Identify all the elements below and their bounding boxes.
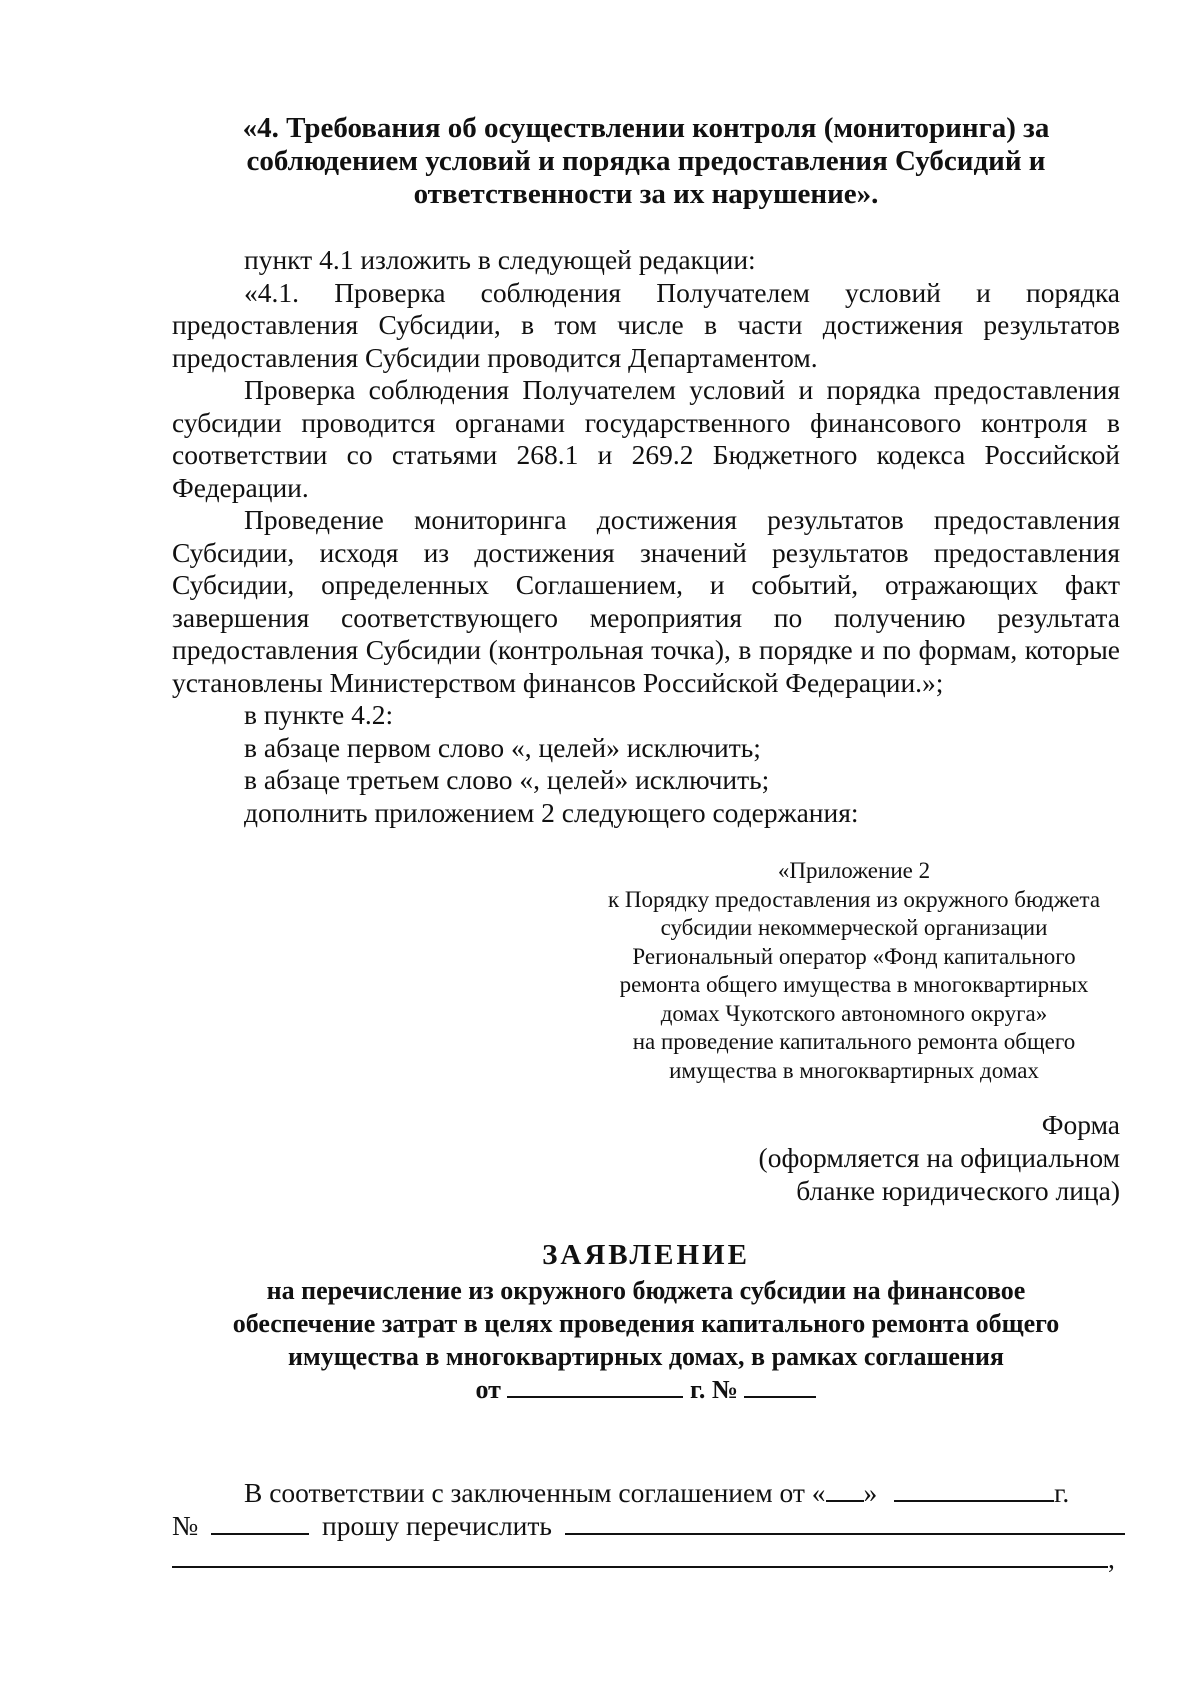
comma: ,	[1108, 1543, 1115, 1574]
statement-prefix: В соответствии с заключенным соглашением от «	[244, 1477, 826, 1508]
statement-line-3	[172, 1542, 1120, 1575]
statement-quote-close: »	[863, 1477, 878, 1508]
form-note	[640, 1108, 1120, 1207]
agreement-number-blank	[744, 1374, 816, 1398]
paragraph-4-2: в пункте 4.2:	[244, 699, 394, 730]
section-title-line: «4. Требования об осуществлении контроля (мониторинга) за	[242, 112, 1050, 144]
date-prefix: от	[475, 1375, 501, 1404]
amount-blank	[565, 1511, 1125, 1535]
application-subtitle-line: имущества в многоквартирных домах, в рамках соглашения	[288, 1342, 1004, 1371]
appendix-line: к Порядку предоставления из окружного бюджета	[607, 886, 1101, 912]
paragraph-first-abzac: в абзаце первом слово «, целей» исключить;	[244, 731, 761, 763]
statement-block	[172, 1476, 1120, 1575]
appendix-line: на проведение капитального ремонта общего	[632, 1029, 1076, 1054]
application-subtitle-line: на перечисление из окружного бюджета субсидии на финансовое	[266, 1276, 1026, 1305]
statement-line-2	[172, 1509, 1120, 1542]
appendix-line: имущества в многоквартирных домах	[669, 1057, 1039, 1083]
appendix-header	[574, 857, 1134, 1085]
paragraph-monitoring: Проведение мониторинга достижения результатов предоставления Субсидии, исходя из достижения значений результатов предоставления Субсидии, определенных Соглашением, и событий, отражающих факт завершения соответствующего мероприятия по получению результата предоставления Субсидии (контрольная точка), в порядке и по формам, которые установлены Министерством финансов Российской Федерации.»;	[172, 504, 1120, 698]
appendix-line: «Приложение 2	[777, 858, 931, 883]
amendment-body	[172, 244, 1120, 829]
appendix-line: домах Чукотского автономного округа»	[660, 1000, 1048, 1026]
paragraph-financial-control: Проверка соблюдения Получателем условий и порядка предоставления субсидии проводится органами государственного финансового контроля в соответствии со статьями 268.1 и 269.2 Бюджетного кодекса Российской Федерации.	[172, 374, 1120, 503]
agreement-date-blank	[507, 1374, 683, 1398]
month-blank	[894, 1478, 1054, 1502]
form-note-line: Форма	[1041, 1109, 1120, 1140]
application-title: ЗАЯВЛЕНИЕ	[542, 1239, 750, 1271]
application-subtitle-line: обеспечение затрат в целях проведения капитального ремонта общего	[232, 1309, 1060, 1338]
appendix-line: субсидии некоммерческой организации	[660, 915, 1048, 940]
form-note-line: (оформляется на официальном	[758, 1142, 1120, 1173]
day-blank	[826, 1478, 864, 1502]
number-prefix: г. №	[689, 1375, 738, 1404]
section-title-line: ответственности за их нарушение».	[413, 178, 879, 210]
section-title	[172, 112, 1120, 211]
appendix-line: Региональный оператор «Фонд капитального	[632, 943, 1076, 969]
amount-continuation-blank	[172, 1544, 1108, 1568]
year-suffix: г.	[1054, 1477, 1070, 1508]
application-date-line	[172, 1373, 1120, 1406]
paragraph-4-1-intro: пункт 4.1 изложить в следующей редакции:	[244, 244, 756, 275]
paragraph-add-appendix: дополнить приложением 2 следующего содержания:	[244, 796, 859, 828]
section-title-line: соблюдением условий и порядка предоставления Субсидий и	[246, 145, 1046, 177]
statement-line-1	[172, 1476, 1120, 1509]
number-sign: №	[172, 1510, 199, 1541]
form-note-line: бланке юридического лица)	[796, 1175, 1120, 1206]
appendix-line: ремонта общего имущества в многоквартирных	[619, 972, 1089, 997]
application-subtitle	[172, 1274, 1120, 1406]
paragraph-third-abzac: в абзаце третьем слово «, целей» исключить;	[244, 764, 770, 795]
request-text: прошу перечислить	[322, 1510, 552, 1541]
number-blank	[211, 1511, 309, 1535]
paragraph-4-1: «4.1. Проверка соблюдения Получателем условий и порядка предоставления Субсидии, в том числе в части достижения результатов предоставления Субсидии проводится Департаментом.	[172, 276, 1120, 373]
